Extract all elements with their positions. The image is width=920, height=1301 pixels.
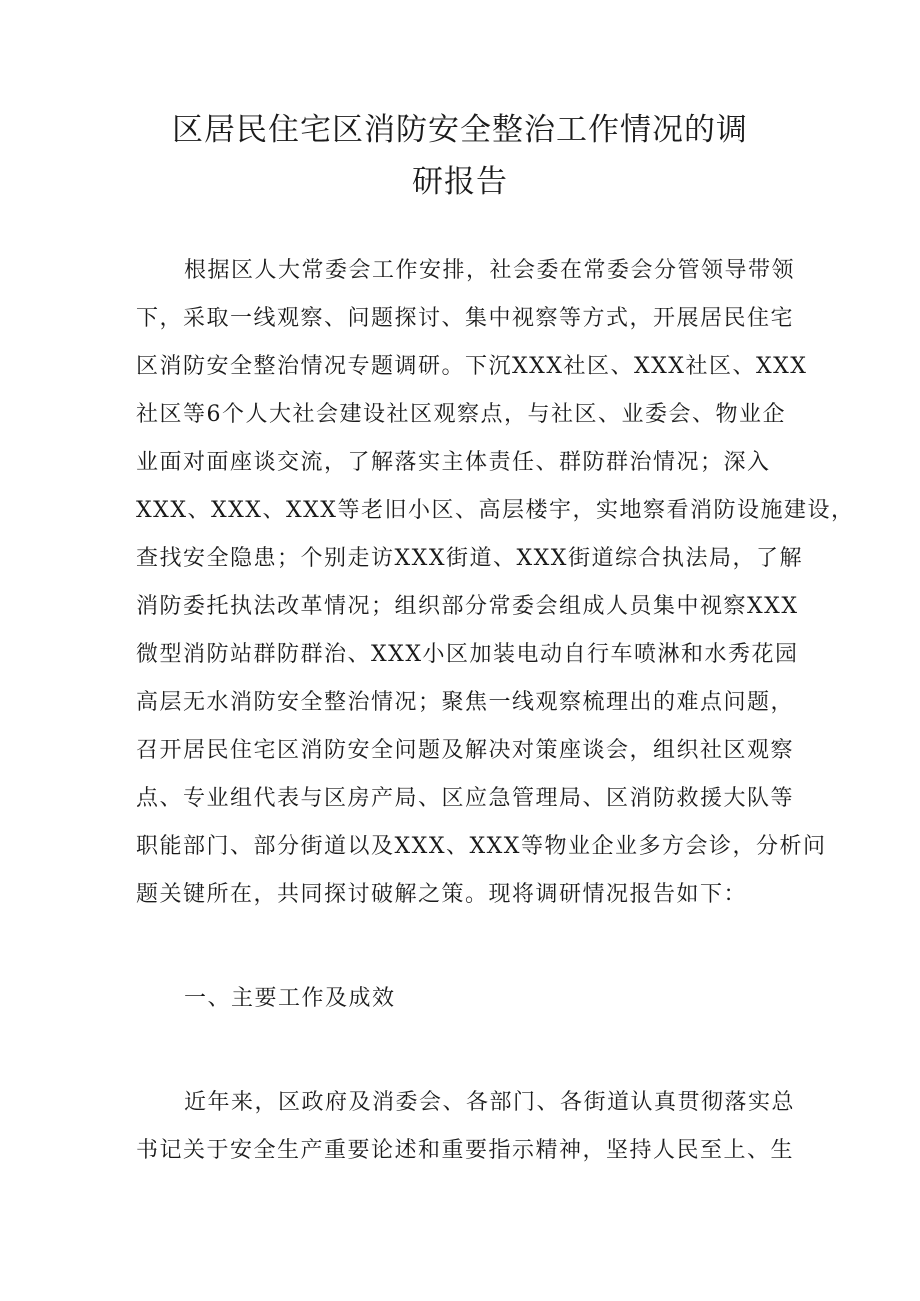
document-title-line-1: 区居民住宅区消防安全整治工作情况的调 [172,112,748,148]
paragraph-line: 点、专业组代表与区房产局、区应急管理局、区消防救援大队等 [136,786,795,811]
paragraph-line: 召开居民住宅区消防安全问题及解决对策座谈会，组织社区观察 [136,738,795,763]
section-heading: 一、主要工作及成效 [184,986,396,1011]
paragraph-line: 高层无水消防安全整治情况；聚焦一线观察梳理出的难点问题， [136,690,795,715]
document-title-line-2: 研报告 [412,164,508,200]
paragraph-line: 根据区人大常委会工作安排，社会委在常委会分管领导带领 [184,258,796,283]
paragraph-line: 社区等6个人大社会建设社区观察点，与社区、业委会、物业企 [136,402,786,427]
paragraph-line: 区消防安全整治情况专题调研。下沉XXX社区、XXX社区、XXX [136,354,808,379]
paragraph-line: 近年来，区政府及消委会、各部门、各街道认真贯彻落实总 [184,1090,796,1115]
paragraph-line: 业面对面座谈交流，了解落实主体责任、群防群治情况；深入 [136,450,771,475]
paragraph-line: 消防委托执法改革情况；组织部分常委会组成人员集中视察XXX [136,594,799,619]
paragraph-line: 下，采取一线观察、问题探讨、集中视察等方式，开展居民住宅 [136,306,795,331]
paragraph-line: 微型消防站群防群治、XXX小区加装电动自行车喷淋和水秀花园 [136,642,799,667]
paragraph-line: 查找安全隐患；个别走访XXX街道、XXX街道综合执法局，了解 [136,546,803,571]
paragraph-line: XXX、XXX、XXX等老旧小区、高层楼宇，实地察看消防设施建设， [136,498,855,523]
paragraph-line: 书记关于安全生产重要论述和重要指示精神，坚持人民至上、生 [136,1138,795,1163]
paragraph-line: 职能部门、部分街道以及XXX、XXX等物业企业多方会诊，分析问 [136,834,827,859]
paragraph-line: 题关键所在，共同探讨破解之策。现将调研情况报告如下： [136,882,748,907]
